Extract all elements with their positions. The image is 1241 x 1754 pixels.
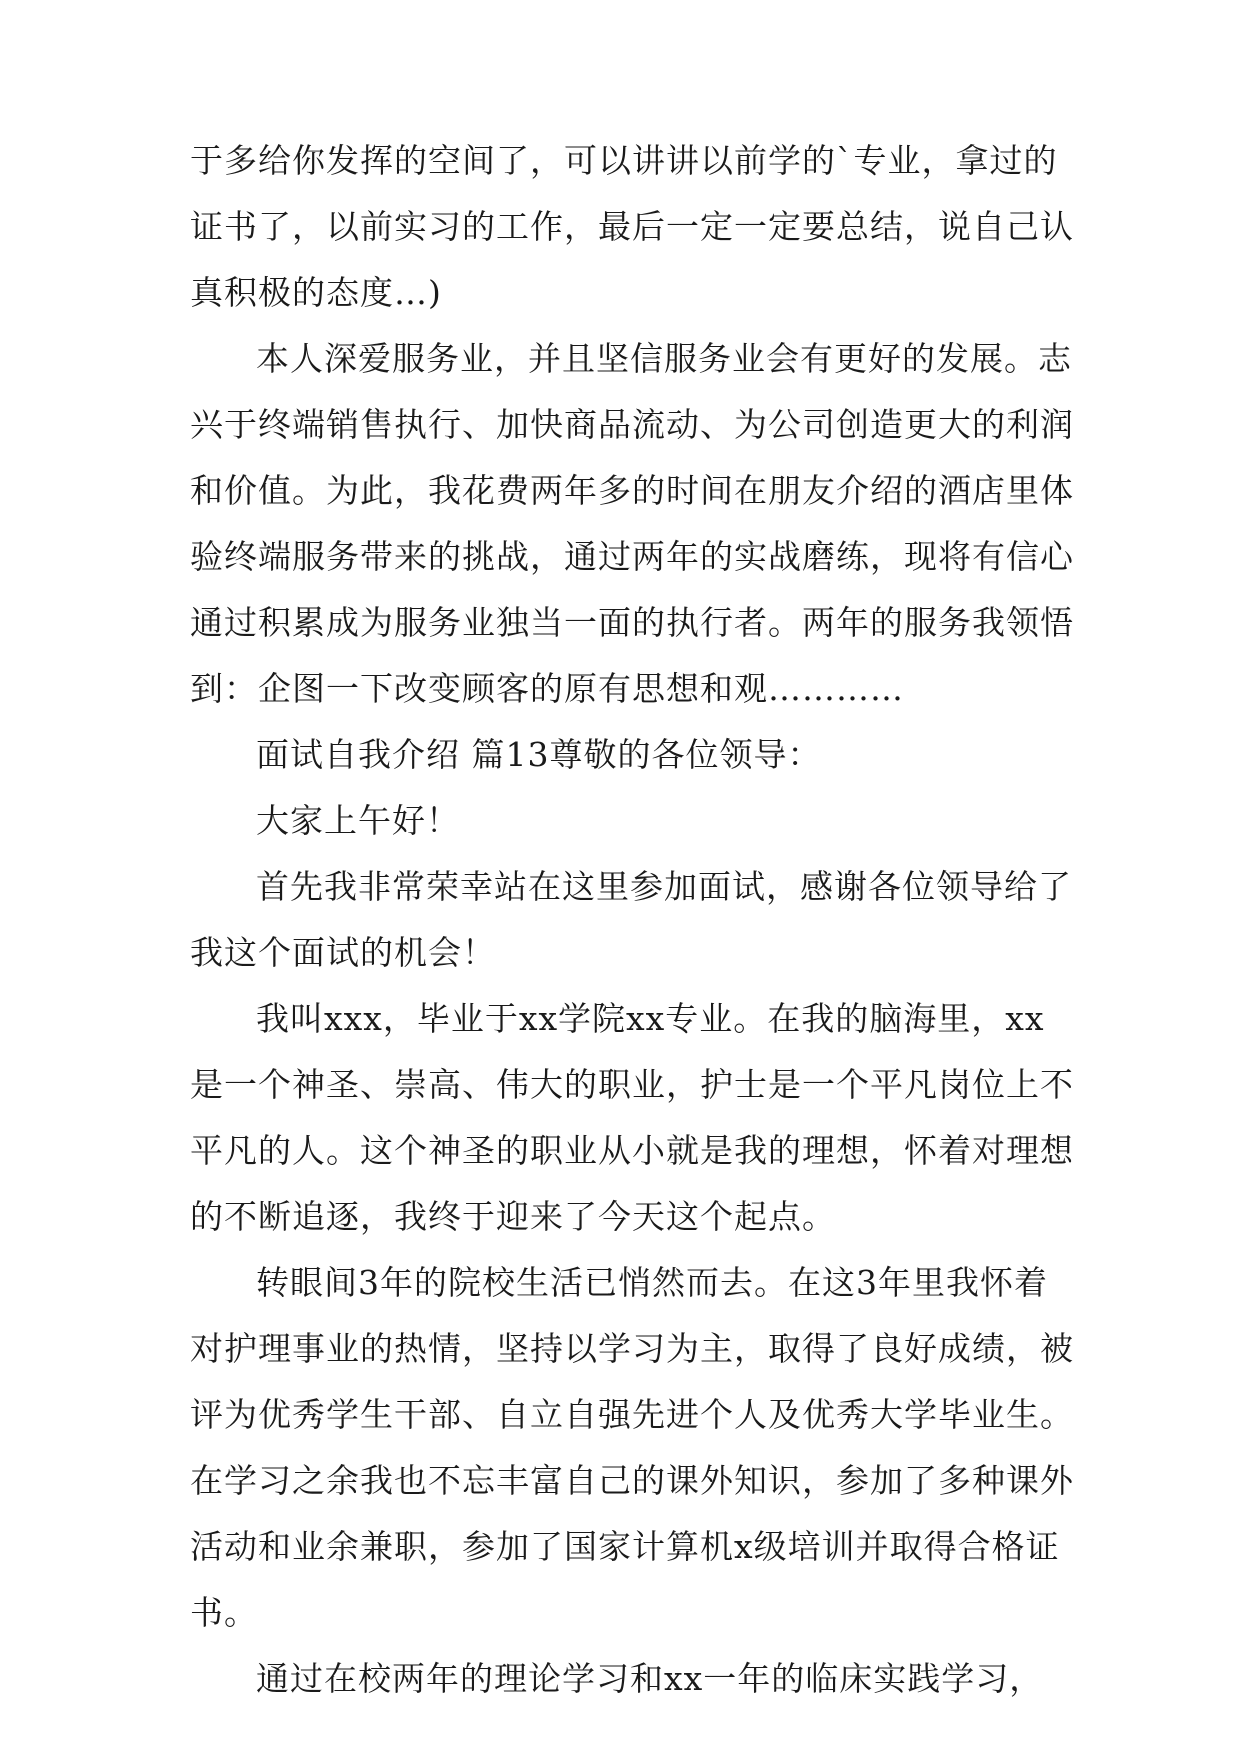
text-line: 评为优秀学生干部、自立自强先进个人及优秀大学毕业生。: [190, 1395, 1074, 1434]
text-line: 验终端服务带来的挑战，通过两年的实战磨练，现将有信心: [190, 537, 1074, 576]
text-line: 和价值。为此，我花费两年多的时间在朋友介绍的酒店里体: [190, 471, 1074, 510]
text-line: 书。: [190, 1593, 258, 1632]
text-line: 到：企图一下改变顾客的原有思想和观…………: [190, 669, 904, 708]
text-line: 在学习之余我也不忘丰富自己的课外知识，参加了多种课外: [190, 1461, 1074, 1500]
text-line: 通过积累成为服务业独当一面的执行者。两年的服务我领悟: [190, 603, 1074, 642]
text-line: 平凡的人。这个神圣的职业从小就是我的理想，怀着对理想: [190, 1131, 1074, 1170]
text-line: 活动和业余兼职，参加了国家计算机x级培训并取得合格证: [190, 1527, 1060, 1566]
section-heading-line: 面试自我介绍 篇13尊敬的各位领导：: [256, 735, 822, 774]
paragraph-start-line: 首先我非常荣幸站在这里参加面试，感谢各位领导给了: [256, 867, 1072, 906]
text-line: 对护理事业的热情，坚持以学习为主，取得了良好成绩，被: [190, 1329, 1074, 1368]
paragraph-start-line: 本人深爱服务业，并且坚信服务业会有更好的发展。志: [256, 339, 1072, 378]
greeting-line: 大家上午好！: [256, 801, 460, 840]
text-line: 证书了，以前实习的工作，最后一定一定要总结，说自己认: [190, 207, 1074, 246]
text-line: 我这个面试的机会！: [190, 933, 496, 972]
text-line: 真积极的态度…): [190, 273, 442, 312]
paragraph-start-line: 我叫xxx，毕业于xx学院xx专业。在我的脑海里，xx: [256, 999, 1045, 1038]
text-line: 是一个神圣、崇高、伟大的职业，护士是一个平凡岗位上不: [190, 1065, 1074, 1104]
text-line: 于多给你发挥的空间了，可以讲讲以前学的`专业，拿过的: [190, 141, 1058, 180]
text-line: 兴于终端销售执行、加快商品流动、为公司创造更大的利润: [190, 405, 1074, 444]
text-line: 的不断追逐，我终于迎来了今天这个起点。: [190, 1197, 836, 1236]
paragraph-start-line: 通过在校两年的理论学习和xx一年的临床实践学习，: [256, 1659, 1044, 1698]
paragraph-start-line: 转眼间3年的院校生活已悄然而去。在这3年里我怀着: [256, 1263, 1048, 1302]
